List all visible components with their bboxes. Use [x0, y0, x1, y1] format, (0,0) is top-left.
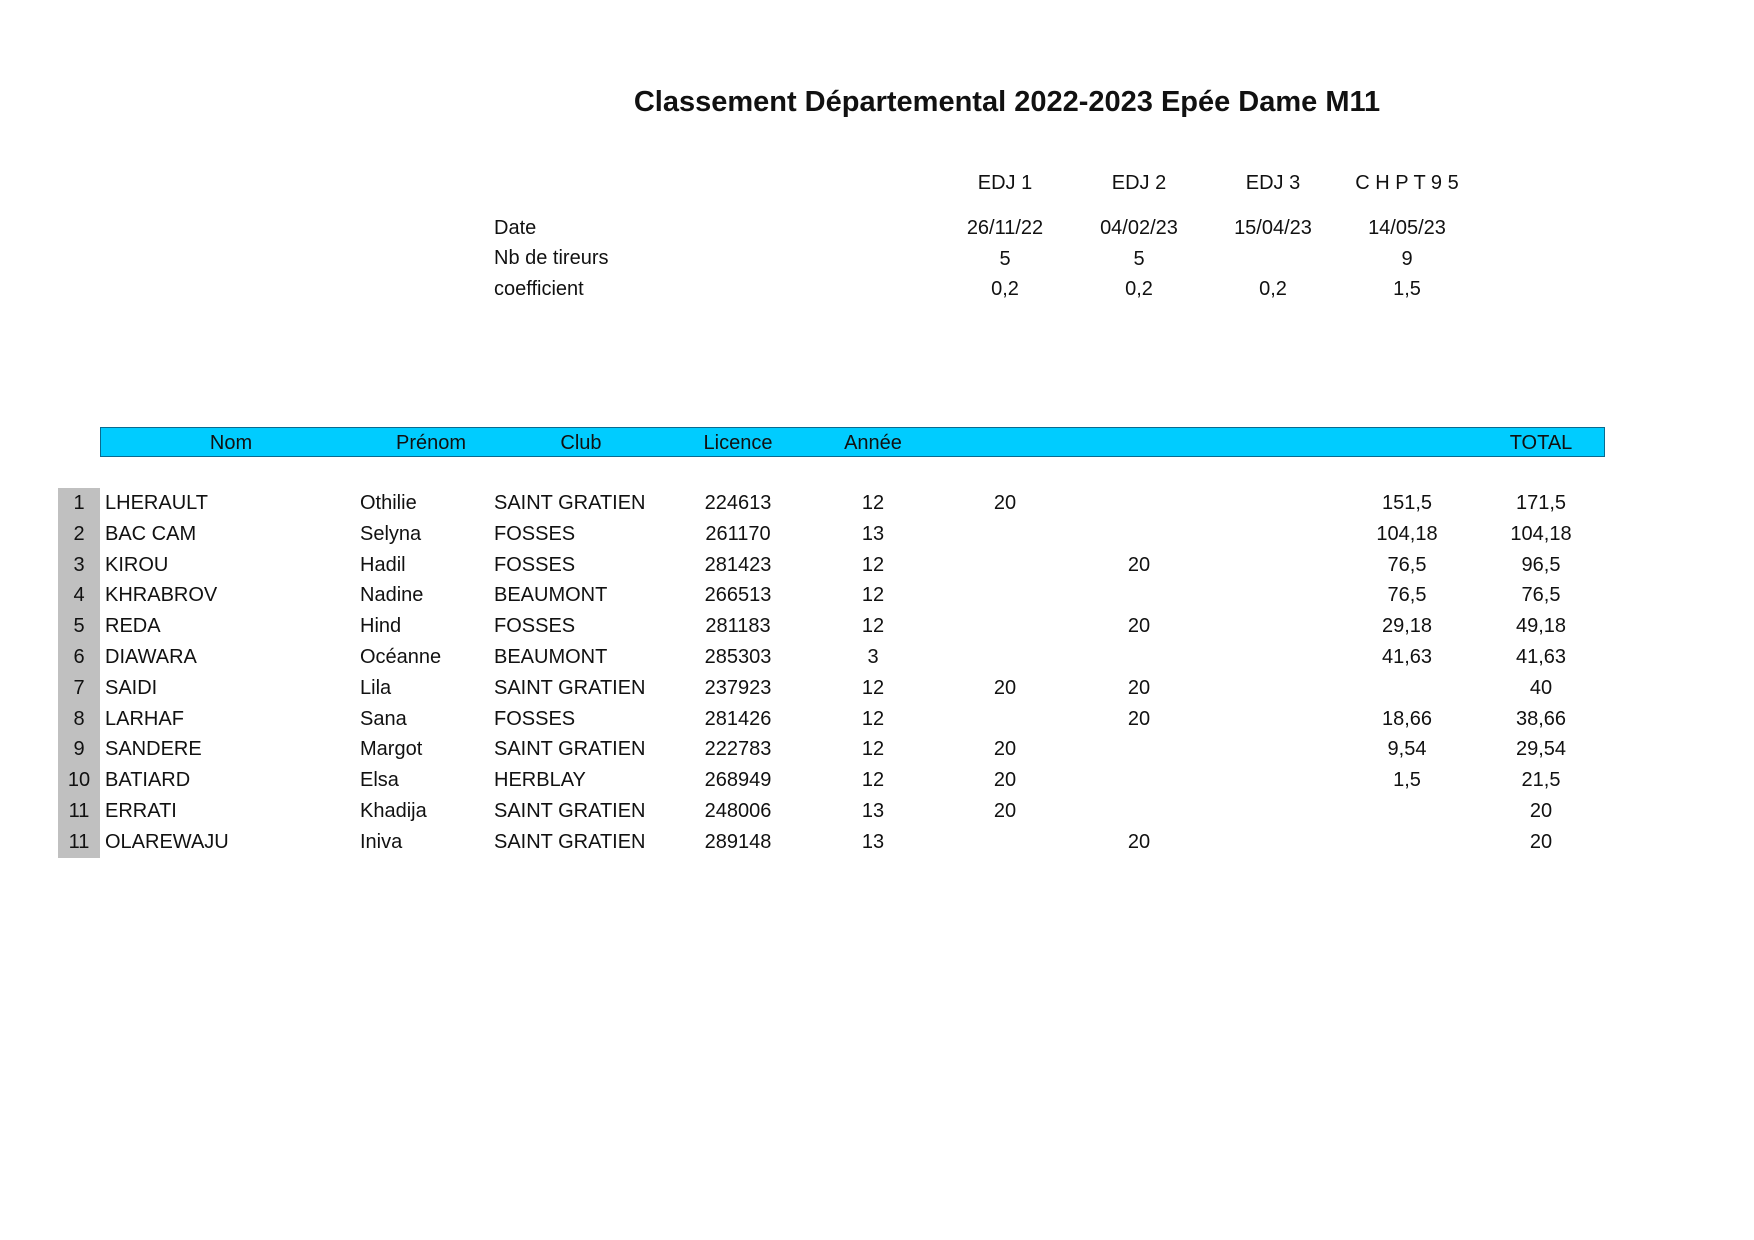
column-header-club: Club: [560, 432, 602, 454]
event-header-1: EDJ 1: [977, 172, 1033, 194]
rank-cell: 9: [58, 734, 100, 765]
table-row: [0, 827, 1754, 858]
page-title-text: Classement Départemental 2022-2023 Epée Dame M11: [633, 86, 1381, 118]
table-row: [0, 488, 1754, 519]
nb-tireurs-label: Nb de tireurs: [494, 247, 609, 269]
firstname-cell: Khadija: [360, 800, 427, 822]
firstname-cell: Selyna: [360, 522, 422, 545]
edj2-points-cell: 20: [1127, 615, 1151, 638]
name-cell: BAC CAM: [105, 522, 197, 545]
club-cell: FOSSES: [494, 707, 576, 730]
table-row: [0, 765, 1754, 796]
table-row: [0, 673, 1754, 704]
licence-cell: 261170: [705, 522, 771, 545]
table-row: [0, 519, 1754, 550]
name-cell: ERRATI: [105, 800, 177, 822]
licence-cell: 281423: [704, 553, 772, 576]
rank-cell: 10: [58, 765, 100, 796]
rank-cell: 3: [58, 550, 100, 581]
name-cell: REDA: [105, 615, 161, 638]
licence-cell: 289148: [704, 830, 772, 853]
rank-cell: 7: [58, 673, 100, 704]
firstname-cell: Elsa: [360, 769, 399, 792]
event-header-2: EDJ 2: [1111, 172, 1167, 194]
event-coef-4: 1,5: [1393, 278, 1421, 300]
club-cell: SAINT GRATIEN: [494, 492, 646, 514]
club-cell: SAINT GRATIEN: [494, 738, 646, 761]
firstname-cell: Iniva: [360, 830, 403, 853]
total-cell: 20: [1529, 800, 1553, 822]
edj1-points-cell: 20: [993, 676, 1017, 699]
rank-cell: 4: [58, 580, 100, 611]
name-cell: KHRABROV: [105, 584, 218, 607]
year-cell: 12: [861, 769, 885, 792]
column-header-licence: Licence: [703, 432, 773, 454]
year-cell: 12: [861, 492, 885, 514]
edj1-points-cell: 20: [993, 800, 1017, 822]
edj2-points-cell: 20: [1127, 553, 1151, 576]
total-cell: 41,63: [1515, 646, 1567, 668]
chpt95-points-cell: 41,63: [1381, 646, 1433, 668]
club-cell: SAINT GRATIEN: [494, 800, 646, 822]
name-cell: LHERAULT: [105, 492, 208, 514]
column-header-prenom: Prénom: [395, 432, 467, 454]
firstname-cell: Hadil: [360, 553, 406, 576]
firstname-cell: Océanne: [360, 646, 442, 668]
year-cell: 12: [861, 738, 885, 761]
firstname-cell: Sana: [360, 707, 407, 730]
event-date-4: 14/05/23: [1368, 217, 1446, 239]
name-cell: OLAREWAJU: [105, 830, 229, 853]
total-cell: 104,18: [1510, 522, 1572, 545]
edj2-points-cell: 20: [1127, 830, 1151, 853]
event-coef-3: 0,2: [1259, 278, 1287, 300]
licence-cell: 237923: [704, 676, 772, 699]
total-cell: 20: [1529, 830, 1553, 853]
firstname-cell: Nadine: [360, 584, 424, 607]
event-header-3: EDJ 3: [1245, 172, 1301, 194]
club-cell: FOSSES: [494, 553, 576, 576]
table-row: [0, 734, 1754, 765]
event-nb-4: 9: [1401, 248, 1413, 270]
firstname-cell: Margot: [360, 738, 423, 761]
page-title: [0, 86, 1754, 119]
event-coef-2: 0,2: [1125, 278, 1153, 300]
name-cell: LARHAF: [105, 707, 184, 730]
column-header-annee: Année: [844, 432, 902, 454]
event-nb-2: 5: [1133, 248, 1145, 270]
year-cell: 12: [861, 676, 885, 699]
club-cell: SAINT GRATIEN: [494, 830, 646, 853]
total-cell: 38,66: [1515, 707, 1567, 730]
year-cell: 12: [861, 707, 885, 730]
year-cell: 13: [861, 522, 885, 545]
chpt95-points-cell: 29,18: [1381, 615, 1433, 638]
club-cell: BEAUMONT: [494, 584, 608, 607]
total-cell: 96,5: [1521, 553, 1561, 576]
edj1-points-cell: 20: [993, 738, 1017, 761]
event-header-4: C H P T 9 5: [1355, 172, 1459, 194]
rank-cell: 8: [58, 704, 100, 735]
coefficient-label: coefficient: [494, 278, 584, 300]
event-date-3: 15/04/23: [1234, 217, 1312, 239]
name-cell: KIROU: [105, 553, 169, 576]
chpt95-points-cell: 104,18: [1376, 522, 1438, 545]
total-cell: 49,18: [1515, 615, 1567, 638]
rank-cell: 1: [58, 488, 100, 519]
chpt95-points-cell: 18,66: [1381, 707, 1433, 730]
name-cell: SAIDI: [105, 676, 158, 699]
licence-cell: 266513: [704, 584, 772, 607]
club-cell: HERBLAY: [494, 769, 586, 792]
licence-cell: 285303: [704, 646, 772, 668]
table-row: [0, 611, 1754, 642]
licence-cell: 248006: [704, 800, 772, 822]
event-date-1: 26/11/22: [966, 217, 1044, 239]
total-cell: 171,5: [1515, 492, 1567, 514]
chpt95-points-cell: 151,5: [1381, 492, 1433, 514]
year-cell: 12: [861, 584, 885, 607]
year-cell: 12: [861, 553, 885, 576]
rank-cell: 11: [58, 827, 100, 858]
total-cell: 21,5: [1521, 769, 1561, 792]
year-cell: 13: [861, 800, 885, 822]
rank-cell: 6: [58, 642, 100, 673]
table-row: [0, 796, 1754, 827]
licence-cell: 224613: [704, 492, 772, 514]
total-cell: 29,54: [1515, 738, 1567, 761]
chpt95-points-cell: 1,5: [1393, 769, 1421, 792]
licence-cell: 222783: [704, 738, 772, 761]
edj2-points-cell: 20: [1127, 707, 1151, 730]
total-cell: 76,5: [1521, 584, 1561, 607]
firstname-cell: Hind: [360, 615, 402, 638]
club-cell: SAINT GRATIEN: [494, 676, 646, 699]
table-row: [0, 642, 1754, 673]
club-cell: FOSSES: [494, 615, 576, 638]
licence-cell: 281183: [705, 615, 771, 638]
club-cell: FOSSES: [494, 522, 576, 545]
event-nb-1: 5: [999, 248, 1011, 270]
year-cell: 13: [861, 830, 885, 853]
column-header-nom: Nom: [209, 432, 253, 454]
firstname-cell: Othilie: [360, 492, 417, 514]
licence-cell: 281426: [704, 707, 772, 730]
chpt95-points-cell: 76,5: [1387, 553, 1427, 576]
column-header-total: TOTAL: [1509, 432, 1573, 454]
firstname-cell: Lila: [360, 676, 392, 699]
rank-cell: 5: [58, 611, 100, 642]
edj1-points-cell: 20: [993, 492, 1017, 514]
name-cell: BATIARD: [105, 769, 191, 792]
chpt95-points-cell: 9,54: [1387, 738, 1427, 761]
table-row: [0, 580, 1754, 611]
table-row: [0, 704, 1754, 735]
table-row: [0, 550, 1754, 581]
rank-cell: 2: [58, 519, 100, 550]
table-header: [100, 427, 1605, 457]
date-label: Date: [494, 217, 537, 239]
year-cell: 12: [861, 615, 885, 638]
edj1-points-cell: 20: [993, 769, 1017, 792]
club-cell: BEAUMONT: [494, 646, 608, 668]
edj2-points-cell: 20: [1127, 676, 1151, 699]
event-coef-1: 0,2: [991, 278, 1019, 300]
rank-cell: 11: [58, 796, 100, 827]
licence-cell: 268949: [704, 769, 772, 792]
event-date-2: 04/02/23: [1100, 217, 1178, 239]
chpt95-points-cell: 76,5: [1387, 584, 1427, 607]
name-cell: DIAWARA: [105, 646, 197, 668]
year-cell: 3: [867, 646, 879, 668]
total-cell: 40: [1529, 676, 1553, 699]
name-cell: SANDERE: [105, 738, 202, 761]
